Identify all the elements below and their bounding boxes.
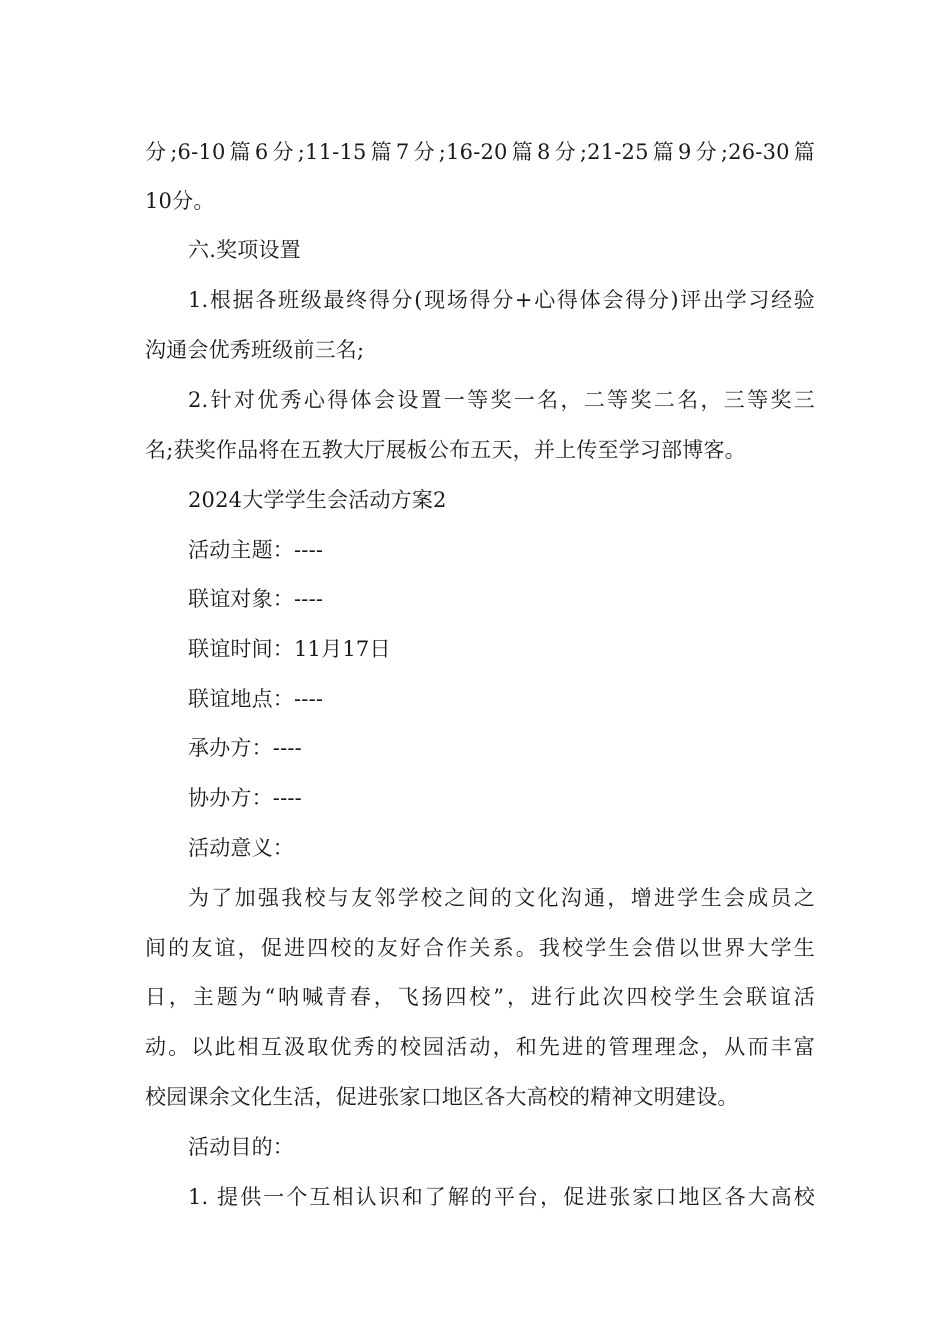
- section-heading: 2024大学学生会活动方案2: [188, 488, 447, 512]
- section-heading: 六.奖项设置: [188, 238, 301, 262]
- text-line: 动。以此相互汲取优秀的校园活动，和先进的管理理念，从而丰富: [145, 1035, 815, 1059]
- text-line: 日，主题为“呐喊青春，飞扬四校”，进行此次四校学生会联谊活: [145, 985, 815, 1009]
- text-line: 联谊地点：----: [188, 687, 324, 711]
- text-line: 间的友谊，促进四校的友好合作关系。我校学生会借以世界大学生: [145, 936, 815, 960]
- text-line: 活动主题：----: [188, 538, 324, 562]
- text-line: 校园课余文化生活，促进张家口地区各大高校的精神文明建设。: [145, 1085, 739, 1109]
- text-line: 承办方：----: [188, 736, 302, 760]
- section-heading: 活动目的：: [188, 1135, 294, 1159]
- text-line: 联谊时间：11月17日: [188, 637, 391, 661]
- text-line: 联谊对象：----: [188, 587, 324, 611]
- text-line: 1. 提供一个互相认识和了解的平台，促进张家口地区各大高校: [188, 1185, 815, 1209]
- text-line: 1.根据各班级最终得分(现场得分+心得体会得分)评出学习经验: [188, 288, 815, 312]
- text-line: 分;6-10篇6分;11-15篇7分;16-20篇8分;21-25篇9分;26-30篇: [145, 140, 815, 164]
- text-line: 10分。: [145, 189, 215, 213]
- section-heading: 活动意义：: [188, 836, 294, 860]
- text-line: 沟通会优秀班级前三名;: [145, 338, 365, 362]
- text-line: 2.针对优秀心得体会设置一等奖一名，二等奖二名，三等奖三: [188, 388, 815, 412]
- text-line: 为了加强我校与友邻学校之间的文化沟通，增进学生会成员之: [188, 886, 815, 910]
- text-line: 协办方：----: [188, 786, 302, 810]
- text-line: 名;获奖作品将在五教大厅展板公布五天，并上传至学习部博客。: [145, 438, 746, 462]
